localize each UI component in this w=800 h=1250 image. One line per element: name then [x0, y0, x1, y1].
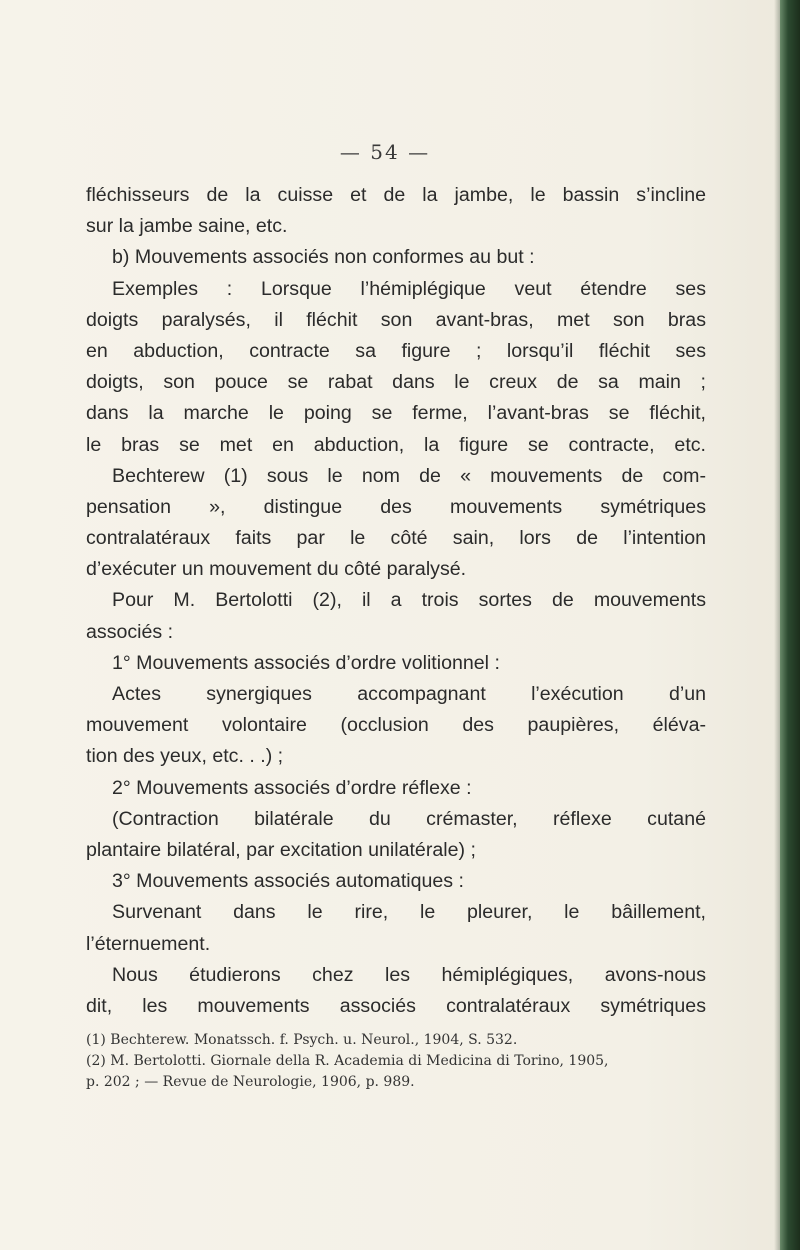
- page-edge-binding: [780, 0, 800, 1250]
- text-line: Exemples : Lorsque l’hémiplégique veut étendre ses: [112, 277, 706, 300]
- body-text: [86, 180, 706, 1022]
- footnote-2-continued: p. 202 ; — Revue de Neurologie, 1906, p. 989.: [86, 1074, 415, 1090]
- text-line: fléchisseurs de la cuisse et de la jambe, le bassin s’incline: [86, 184, 706, 206]
- text-line: 2° Mouvements associés d’ordre réflexe :: [112, 776, 472, 799]
- text-line: l’éternuement.: [86, 932, 211, 955]
- text-line: doigts paralysés, il fléchit son avant-bras, met son bras: [86, 308, 706, 331]
- text-line: le bras se met en abduction, la figure se contracte, etc.: [86, 433, 706, 456]
- text-line: Bechterew (1) sous le nom de « mouvements de com-: [112, 464, 706, 487]
- text-line: tion des yeux, etc. . .) ;: [86, 745, 284, 768]
- text-line: en abduction, contracte sa figure ; lorsqu’il fléchit ses: [86, 339, 706, 362]
- text-line: b) Mouvements associés non conformes au but :: [112, 246, 535, 269]
- text-line: doigts, son pouce se rabat dans le creux de sa main ;: [86, 371, 706, 394]
- page-number: — 54 —: [339, 140, 431, 164]
- text-line: 1° Mouvements associés d’ordre volitionnel :: [112, 651, 500, 674]
- text-line: sur la jambe saine, etc.: [86, 215, 288, 238]
- text-line: pensation », distingue des mouvements symétriques: [86, 495, 706, 518]
- text-line: associés :: [86, 620, 174, 643]
- text-line: d’exécuter un mouvement du côté paralysé.: [86, 558, 467, 581]
- text-line: mouvement volontaire (occlusion des paupières, éléva-: [86, 714, 706, 737]
- text-line: plantaire bilatéral, par excitation unilatérale) ;: [86, 838, 476, 861]
- footnotes: [86, 1030, 726, 1093]
- text-line: Pour M. Bertolotti (2), il a trois sortes de mouvements: [112, 589, 706, 612]
- text-line: dans la marche le poing se ferme, l’avant-bras se fléchit,: [86, 402, 706, 425]
- footnote-1: (1) Bechterew. Monatssch. f. Psych. u. Neurol., 1904, S. 532.: [86, 1032, 518, 1048]
- footnote-2: (2) M. Bertolotti. Giornale della R. Academia di Medicina di Torino, 1905,: [86, 1053, 609, 1069]
- text-line: Survenant dans le rire, le pleurer, le bâillement,: [112, 901, 706, 924]
- text-line: contralatéraux faits par le côté sain, lors de l’intention: [86, 527, 706, 550]
- text-line: Actes synergiques accompagnant l’exécution d’un: [112, 683, 706, 705]
- text-line: 3° Mouvements associés automatiques :: [112, 870, 464, 893]
- text-line-italic: dit, les mouvements associés contralatéraux symétriques: [86, 994, 706, 1017]
- text-line: (Contraction bilatérale du crémaster, réflexe cutané: [112, 807, 706, 830]
- text-line: Nous étudierons chez les hémiplégiques, avons-nous: [112, 963, 706, 986]
